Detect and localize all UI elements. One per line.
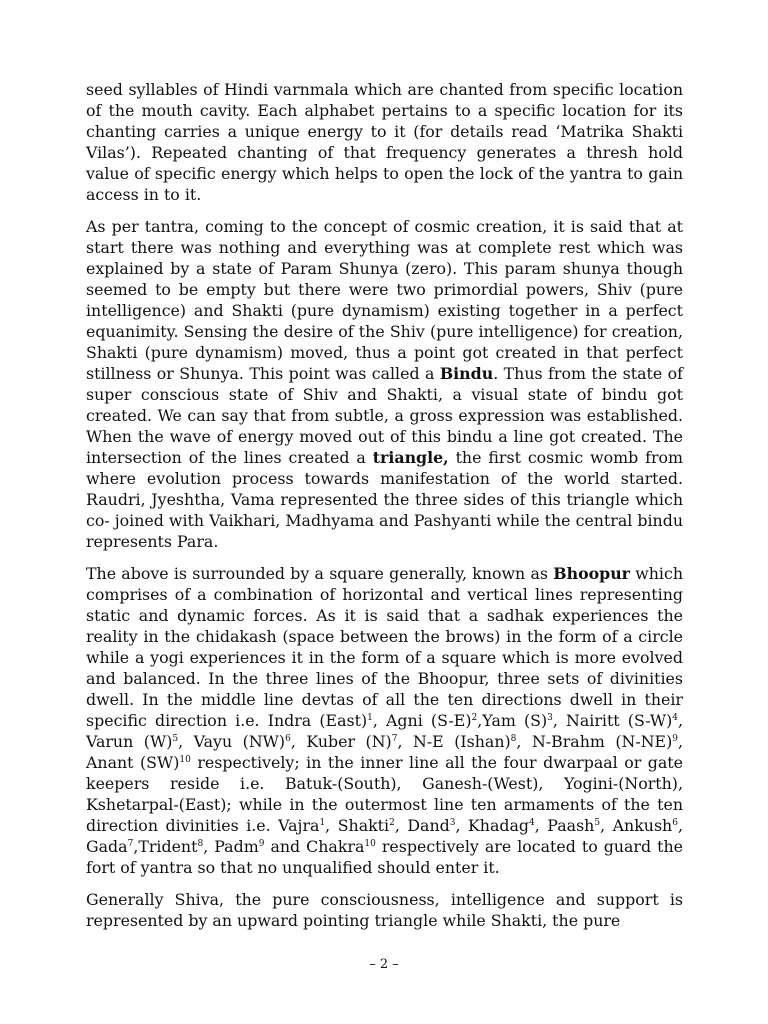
footnote-mark: 9: [672, 734, 678, 744]
text-run: ,Yam (S): [477, 711, 548, 730]
footnote-mark: 6: [672, 818, 678, 828]
text-run: the first cosmic womb from where evolution process towards manifestation of the world started. Raudri, Jyeshtha, Vama represented the three sides of this triangle which co- joined with Vaikhari, Madhyama and Pashyanti while the central bindu represents Para.: [86, 448, 684, 551]
paragraph-shiva-shakti: [86, 889, 683, 931]
footnote-mark: 7: [391, 734, 398, 744]
text-run: , Dand: [394, 816, 450, 835]
bold-term: triangle,: [372, 448, 449, 467]
text-run: which comprises of a combination of horizontal and vertical lines representing static and dynamic forces. As it is said that a sadhak experiences the reality in the chidakash (space between the brows) in the form of a circle while a yogi experiences it in the form of a square which is more evolved and balanced. In the three lines of the Bhoopur, three sets of divinities dwell. In the middle line devtas of all the ten directions dwell in their specific direction i.e. Indra (East): [86, 564, 684, 730]
footnote-mark: 10: [364, 839, 376, 849]
text-run: , Vayu (NW): [178, 732, 286, 751]
text-run: , Khadag: [455, 816, 530, 835]
text-run: , Padm: [203, 837, 259, 856]
text-run: ,Trident: [133, 837, 198, 856]
text-run: , N-Brahm (N-NE): [516, 732, 673, 751]
text-run: , Paash: [534, 816, 595, 835]
text-run: Generally Shiva, the pure consciousness, intelligence and support is represented by an upward pointing triangle while Shakti, the pure: [86, 890, 683, 930]
footnote-mark: 2: [389, 818, 395, 828]
text-run: , Gada: [86, 816, 683, 856]
text-run: , Anant (SW): [86, 732, 683, 772]
paragraph-seed-syllables: [86, 79, 683, 205]
footnote-mark: 10: [179, 755, 191, 765]
paragraph-cosmic-creation: [86, 216, 683, 552]
text-run: . Thus from the state of super conscious state of Shiv and Shakti, a visual state of bindu got created. We can say that from subtle, a gross expression was established. When the wave of energy moved out of this bindu a line got created. The intersection of the lines created a: [86, 364, 683, 467]
text-run: , Agni (S-E): [372, 711, 472, 730]
page-number: – 2 –: [369, 957, 399, 972]
text-run: The above is surrounded by a square generally, known as: [86, 564, 554, 583]
footnote-mark: 6: [285, 734, 291, 744]
text-run: , Ankush: [600, 816, 673, 835]
text-run: , Kuber (N): [290, 732, 392, 751]
footnote-mark: 8: [197, 839, 204, 849]
text-run: , Nairitt (S-W): [552, 711, 673, 730]
footnote-mark: 4: [529, 818, 535, 828]
text-run: , Shakti: [325, 816, 390, 835]
footnote-mark: 7: [127, 839, 134, 849]
text-run: , N-E (Ishan): [397, 732, 511, 751]
footnote-mark: 9: [258, 839, 265, 849]
footnote-mark: 3: [449, 818, 456, 828]
footnote-mark: 1: [319, 818, 326, 828]
text-run: seed syllables of Hindi varnmala which are chanted from specific location of the mouth cavity. Each alphabet pertains to a specific location for its chanting carries a unique energy to it (for details read ‘Matrika Shakti Vilas’). Repeated chanting of that frequency generates a thresh hold value of specific energy which helps to open the lock of the yantra to gain access in to it.: [86, 80, 683, 204]
text-run: respectively are located to guard the fort of yantra so that no unqualified should enter it.: [86, 837, 683, 877]
text-run: As per tantra, coming to the concept of cosmic creation, it is said that at start there was nothing and everything was at complete rest which was explained by a state of Param Shunya (zero). This param shunya though seemed to be empty but there were two primordial powers, Shiv (pure intelligence) and Shakti (pure dynamism) existing together in a perfect equanimity. Sensing the desire of the Shiv (pure intelligence) for creation, Shakti (pure dynamism) moved, thus a point got created in that perfect stillness or Shunya. This point was called a: [86, 217, 683, 383]
footnote-mark: 4: [672, 713, 678, 723]
footnote-mark: 3: [547, 713, 553, 723]
text-run: and Chakra: [264, 837, 365, 856]
bold-term: Bindu: [439, 364, 494, 383]
footnote-mark: 5: [594, 818, 601, 828]
footnote-mark: 5: [172, 734, 179, 744]
footnote-mark: 8: [510, 734, 517, 744]
text-run: respectively; in the inner line all the four dwarpaal or gate keepers reside i.e. Batuk-(South), Ganesh-(West), Yogini-(North), Kshetarpal-(East); while in the outermost line ten armaments of the ten direction divinities i.e. Vajra: [86, 753, 683, 835]
bold-term: Bhoopur: [553, 564, 630, 583]
paragraph-bhoopur: [86, 563, 683, 878]
footnote-mark: 2: [471, 713, 478, 723]
text-run: , Varun (W): [86, 711, 683, 751]
body-text: [86, 79, 683, 942]
footnote-mark: 1: [367, 713, 373, 723]
